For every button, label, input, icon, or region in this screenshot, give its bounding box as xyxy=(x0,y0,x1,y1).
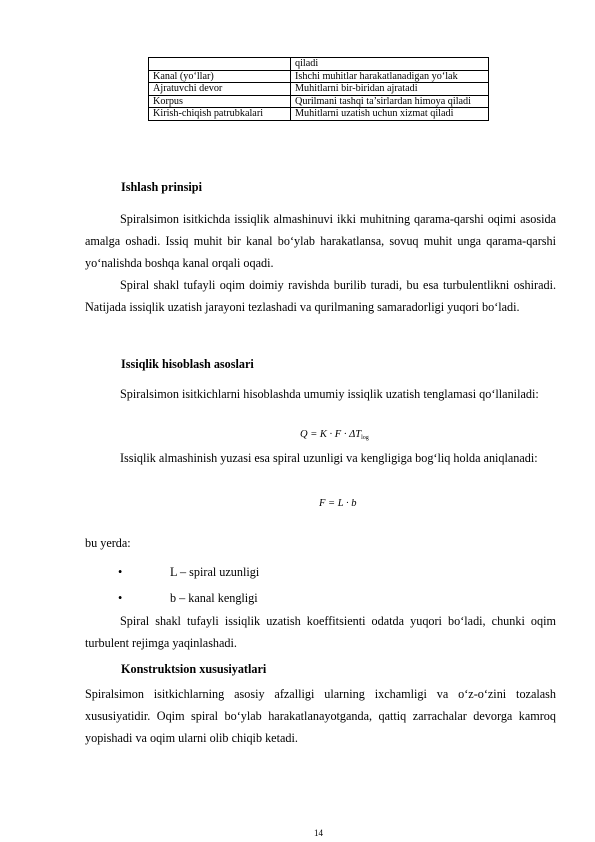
table-cell: Kanal (yo‘llar) xyxy=(149,70,291,83)
table-cell: Korpus xyxy=(149,95,291,108)
section-heading-principle: Ishlash prinsipi xyxy=(121,180,202,194)
table-cell: Ajratuvchi devor xyxy=(149,83,291,96)
list-item-text: L – spiral uzunligi xyxy=(170,565,260,579)
table-cell: Kirish-chiqish patrubkalari xyxy=(149,108,291,121)
paragraph: Spiralsimon isitkichda issiqlik almashinuvi ikki muhitning qarama-qarshi oqimi asosida amalga oshadi. Issiq muhit bir kanal bo‘ylab harakatlansa, sovuq muhit unga qarama-qarshi yo‘nalishda boshqa kanal orqali oqadi. xyxy=(85,212,556,270)
table-row xyxy=(149,83,489,96)
paragraph: Spiralsimon isitkichlarni hisoblashda umumiy issiqlik uzatish tenglamasi qo‘llaniladi: xyxy=(120,387,539,401)
table-row xyxy=(149,70,489,83)
section-heading-calculation: Issiqlik hisoblash asoslari xyxy=(121,357,254,371)
paragraph: Issiqlik almashinish yuzasi esa spiral uzunligi va kengligiga bog‘liq holda aniqlanadi: xyxy=(120,451,538,465)
table-row xyxy=(149,108,489,121)
list-item: • L – spiral uzunligi xyxy=(118,565,260,579)
list-item-text: b – kanal kengligi xyxy=(170,591,258,605)
paragraph: bu yerda: xyxy=(85,536,131,550)
paragraph: Spiral shakl tufayli issiqlik uzatish koeffitsienti odatda yuqori bo‘ladi, chunki oqim turbulent rejimga yaqinlashadi. xyxy=(85,614,556,650)
page-number: 14 xyxy=(314,828,323,838)
formula-main: Q = K · F · ΔT xyxy=(300,429,362,440)
paragraph: Spiral shakl tufayli oqim doimiy ravishda burilib turadi, bu esa turbulentlikni oshiradi. Natijada issiqlik uzatish jarayoni tezlashadi va qurilmaning samaradorligi yuqori bo‘ladi. xyxy=(85,278,556,314)
section-heading-construction: Konstruktsion xususiyatlari xyxy=(121,662,267,676)
table-row xyxy=(149,58,489,71)
paragraph: Spiralsimon isitkichlarning asosiy afzalligi ularning ixchamligi va o‘z-o‘zini tozalash xususiyatidir. Oqim spiral bo‘ylab harakatlanayotganda, qattiq zarrachalar devorga kamroq yopishadi va oqim ularni olib chiqib ketadi. xyxy=(85,687,556,745)
heat-transfer-formula xyxy=(300,429,369,444)
formula-subscript: log xyxy=(361,435,369,441)
list-item: • b – kanal kengligi xyxy=(118,591,258,605)
table-cell: Ishchi muhitlar harakatlanadigan yo‘lak xyxy=(291,70,489,83)
table-cell: Muhitlarni bir-biridan ajratadi xyxy=(291,83,489,96)
table-cell xyxy=(149,58,291,71)
table-cell: qiladi xyxy=(291,58,489,71)
components-table xyxy=(148,57,489,121)
area-formula: F = L · b xyxy=(319,498,357,509)
table-cell: Qurilmani tashqi ta’sirlardan himoya qiladi xyxy=(291,95,489,108)
table-cell: Muhitlarni uzatish uchun xizmat qiladi xyxy=(291,108,489,121)
table-row xyxy=(149,95,489,108)
